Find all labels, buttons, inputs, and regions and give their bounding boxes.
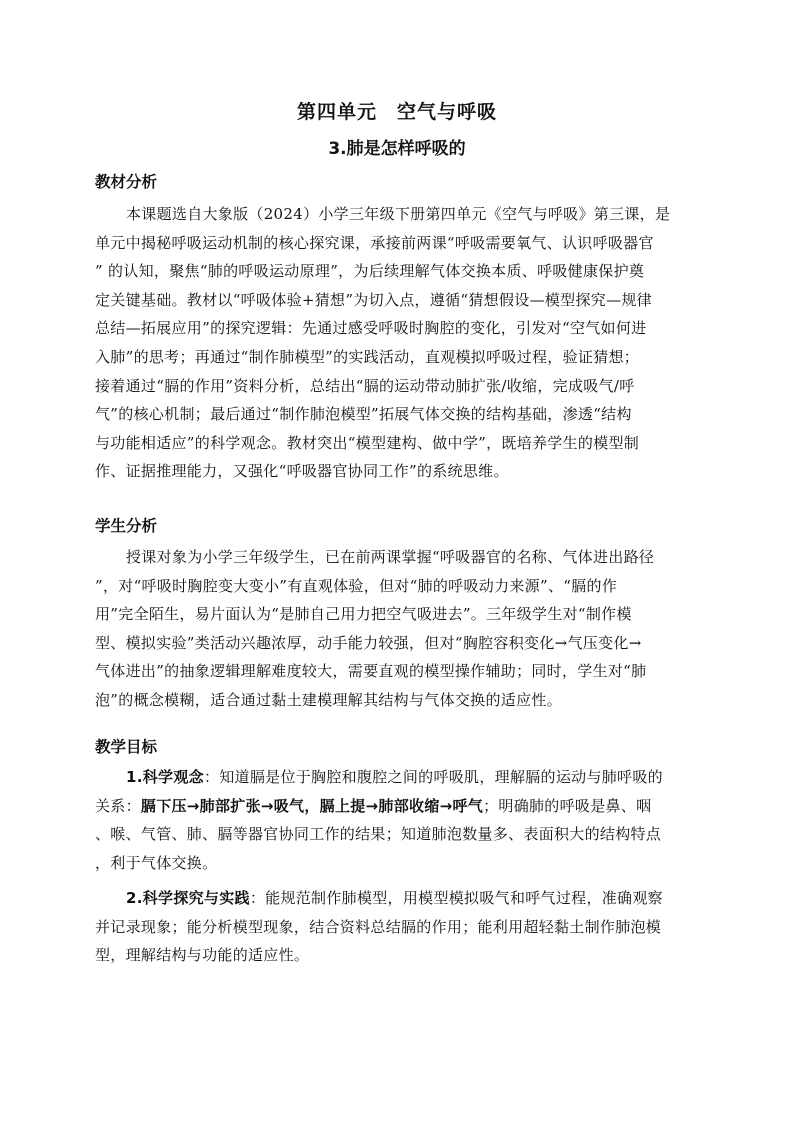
goal-science-concept [95, 763, 699, 877]
paragraph-line: 型、模拟实验”类活动兴趣浓厚，动手能力较强，但对“胸腔容积变化→气压变化→ [95, 633, 642, 652]
textbook-analysis-paragraph [95, 200, 699, 486]
paragraph-line: 并记录现象；能分析模型现象，结合资料总结膈的作用；能利用超轻黏土制作肺泡模 [95, 917, 662, 936]
paragraph-line: 、喉、气管、肺、膈等器官协同工作的结果；知道肺泡数量多、表面积大的结构特点 [95, 825, 662, 844]
paragraph-line: ”，对“呼吸时胸腔变大变小”有直观体验，但对“肺的呼吸动力来源”、“膈的作 [95, 576, 618, 595]
textbook-analysis-heading: 教材分析 [95, 173, 158, 191]
paragraph-line: 型，理解结构与功能的适应性。 [95, 946, 310, 965]
paragraph-line: 定关键基础。教材以“呼吸体验+猜想”为切入点，遵循“猜想假设—模型探究—规律 [95, 290, 652, 309]
goal-inquiry-practice [95, 884, 699, 970]
paragraph-line: 气体进出”的抽象逻辑理解难度较大，需要直观的模型操作辅助；同时，学生对“肺 [95, 662, 647, 681]
paragraph-line: 泡”的概念模糊，适合通过黏土建模理解其结构与气体交换的适应性。 [95, 690, 562, 709]
paragraph-line: 关系：膈下压→肺部扩张→吸气，膈上提→肺部收缩→呼气；明确肺的呼吸是鼻、咽 [95, 796, 652, 815]
paragraph-line: 单元中揭秘呼吸运动机制的核心探究课，承接前两课“呼吸需要氧气、认识呼吸器官 [95, 233, 654, 252]
goal-label: 2.科学探究与实践 [126, 889, 250, 907]
paragraph-line: 总结—拓展应用”的探究逻辑：先通过感受呼吸时胸腔的变化，引发对“空气如何进 [95, 319, 647, 338]
paragraph-line: 2.科学探究与实践：能规范制作肺模型，用模型模拟吸气和呼气过程，准确观察 [126, 889, 663, 907]
breathing-mechanism-emphasis: 膈下压→肺部扩张→吸气，膈上提→肺部收缩→呼气 [140, 796, 484, 815]
paragraph-line: 气”的核心机制；最后通过“制作肺泡模型”拓展气体交换的结构基础，渗透“结构 [95, 405, 632, 424]
paragraph-line: 与功能相适应”的科学观念。教材突出“模型建构、做中学”，既培养学生的模型制 [95, 433, 640, 452]
student-analysis-paragraph [95, 543, 699, 715]
student-analysis-heading: 学生分析 [95, 517, 158, 535]
paragraph-line: 入肺”的思考；再通过“制作肺模型”的实践活动，直观模拟呼吸过程，验证猜想； [95, 347, 640, 366]
unit-title: 第四单元 空气与呼吸 [296, 101, 497, 123]
paragraph-line: 用”完全陌生，易片面认为“是肺自己用力把空气吸进去”。三年级学生对“制作模 [95, 605, 632, 624]
paragraph-line: 授课对象为小学三年级学生，已在前两课掌握“呼吸器官的名称、气体进出路径 [126, 548, 655, 566]
paragraph-line: ，利于气体交换。 [95, 853, 218, 872]
lesson-title: 3.肺是怎样呼吸的 [328, 139, 466, 159]
paragraph-line: 接着通过“膈的作用”资料分析，总结出“膈的运动带动肺扩张/收缩，完成吸气/呼 [95, 376, 635, 395]
teaching-goals-heading: 教学目标 [95, 738, 158, 756]
paragraph-line: 本课题选自大象版（2024）小学三年级下册第四单元《空气与呼吸》第三课，是 [126, 205, 671, 223]
paragraph-line: 作、证据推理能力，又强化“呼吸器官协同工作”的系统思维。 [95, 462, 509, 481]
paragraph-line: 1.科学观念：知道膈是位于胸腔和腹腔之间的呼吸肌，理解膈的运动与肺呼吸的 [126, 768, 663, 786]
paragraph-line: ” 的认知，聚焦“肺的呼吸运动原理”，为后续理解气体交换本质、呼吸健康保护奠 [95, 262, 645, 281]
goal-label: 1.科学观念 [126, 768, 204, 786]
